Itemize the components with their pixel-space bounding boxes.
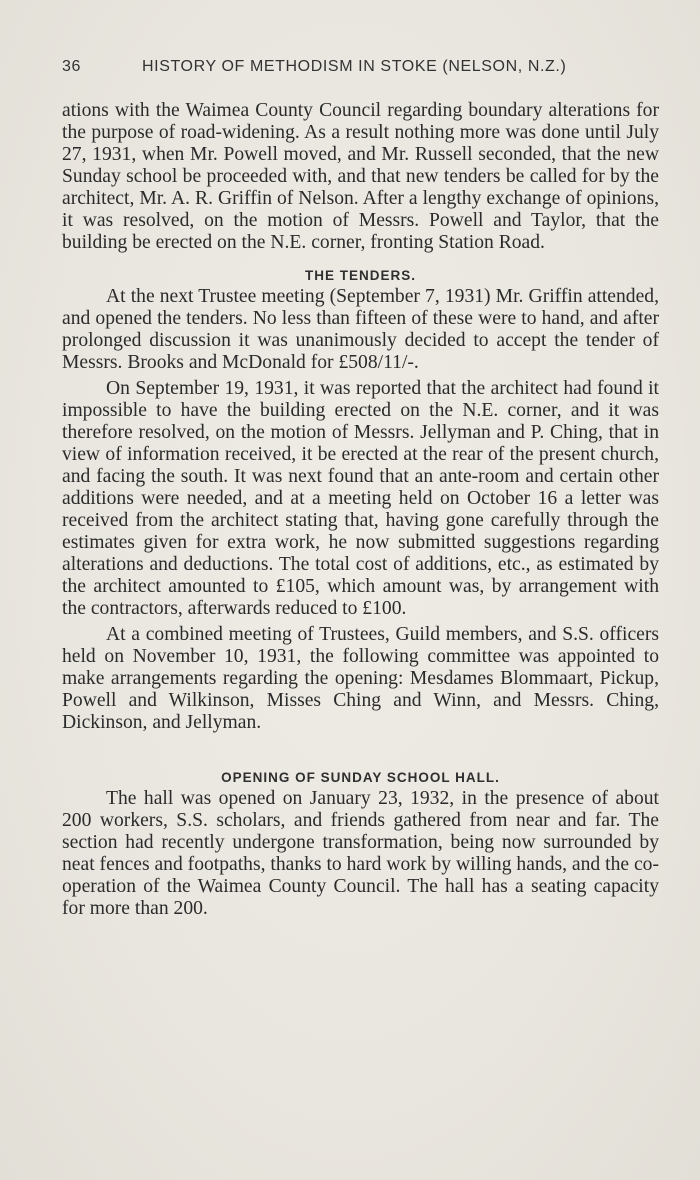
paragraph-opening: The hall was opened on January 23, 1932, in the presence of about 200 workers, S.S. scholars, and friends gathered from near and far. The section had recently undergone transformation, being now surrounded by neat fences and footpaths, thanks to hard work by willing hands, and the co-operation of the Waimea County Council. The hall has a seating capacity for more than 200. [62, 788, 659, 919]
page-body [62, 100, 659, 920]
running-title: HISTORY OF METHODISM IN STOKE (NELSON, N.Z.) [142, 58, 567, 75]
section-heading-opening: OPENING OF SUNDAY SCHOOL HALL. [221, 770, 500, 785]
page-number: 36 [62, 58, 81, 75]
paragraph-continued: ations with the Waimea County Council regarding boundary alterations for the purpose of road-widening. As a result nothing more was done until July 27, 1931, when Mr. Powell moved, and Mr. Russell seconded, that the new Sunday school be proceeded with, and that new tenders be called for by the architect, Mr. A. R. Griffin of Nelson. After a lengthy exchange of opinions, it was resolved, on the motion of Messrs. Powell and Taylor, that the building be erected on the N.E. corner, fronting Station Road. [62, 100, 659, 253]
paragraph-tenders-1: At the next Trustee meeting (September 7, 1931) Mr. Griffin attended, and opened the tenders. No less than fifteen of these were to hand, and after prolonged discussion it was unanimously decided to accept the tender of Messrs. Brooks and McDonald for £508/11/-. [62, 286, 659, 373]
running-head [62, 58, 642, 76]
section-heading-tenders: THE TENDERS. [304, 268, 416, 283]
paragraph-tenders-2: On September 19, 1931, it was reported that the architect had found it impossible to have the building erected on the N.E. corner, and it was therefore resolved, on the motion of Messrs. Jellyman and P. Ching, that in view of information received, it be erected at the rear of the present church, and facing the south. It was next found that an ante-room and certain other additions were needed, and at a meeting held on October 16 a letter was received from the architect stating that, having gone carefully through the estimates given for extra work, he now submitted suggestions regarding alterations and deductions. The total cost of additions, etc., as estimated by the architect amounted to £105, which amount was, by arrangement with the contractors, afterwards reduced to £100. [62, 378, 659, 619]
paragraph-tenders-3: At a combined meeting of Trustees, Guild members, and S.S. officers held on November 10, 1931, the following committee was appointed to make arrangements regarding the opening: Mesdames Blommaart, Pickup, Powell and Wilkinson, Misses Ching and Winn, and Messrs. Ching, Dickinson, and Jellyman. [62, 624, 659, 733]
